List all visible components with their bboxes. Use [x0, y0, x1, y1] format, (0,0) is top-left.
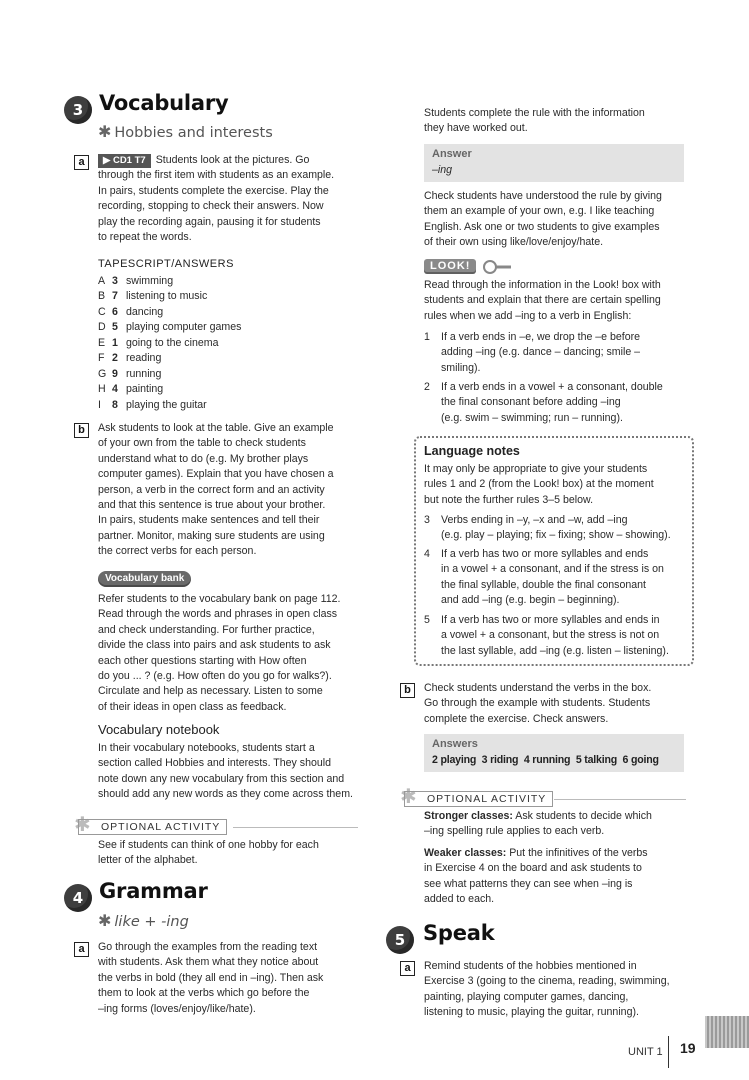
- asterisk-icon: ✱: [98, 122, 112, 141]
- vocabulary-bank-text: Refer students to the vocabulary bank on page 112. Read through the words and phrases in open class and check understanding. For further practice, divide the class into pairs and ask students to ask each other questions starting with How often do you ... ? (e.g. How often do you go for walks?). Circulate and help as necessary. Listen to some of their ideas in open class as feedback.: [98, 593, 341, 713]
- vocabulary-notebook-text: In their vocabulary notebooks, students start a section called Hobbies and interests. They should note down any new vocabulary from this section and should add any new words as they come across them.: [98, 742, 353, 801]
- exercise-4b-text: Check students understand the verbs in the box. Go through the example with students. Students complete the exercise. Check answers.: [424, 682, 652, 725]
- answers-box: Answers 2 playing 3 riding 4 running 5 talking 6 going: [424, 734, 684, 772]
- section-title: Speak: [423, 921, 495, 945]
- exercise-letter: a: [74, 942, 89, 957]
- look-box-label: LOOK!: [424, 259, 476, 274]
- answer-row: F 2 reading: [98, 352, 162, 364]
- answers-list: 2 playing 3 riding 4 running 5 talking 6 going: [432, 754, 659, 766]
- answer-row: A 3 swimming: [98, 275, 174, 287]
- section-number-badge: 5: [386, 926, 414, 954]
- exercise-letter: a: [400, 961, 415, 976]
- vocabulary-bank-label: Vocabulary bank: [98, 571, 191, 587]
- answer-row: C 6 dancing: [98, 306, 164, 318]
- exercise-letter: a: [74, 155, 89, 170]
- vocabulary-notebook-heading: Vocabulary notebook: [98, 722, 220, 737]
- weaker-classes-text: Weaker classes: Put the infinitives of the verbs in Exercise 4 on the board and ask students to see what patterns they can see when –ing is added to each.: [424, 847, 648, 906]
- asterisk-icon: ✱: [74, 814, 91, 836]
- stronger-classes-text: Stronger classes: Ask students to decide which –ing spelling rule applies to each verb.: [424, 810, 652, 838]
- rule-intro-text: Students complete the rule with the information they have worked out.: [424, 107, 645, 135]
- language-notes-title: Language notes: [424, 444, 520, 458]
- language-notes-intro: It may only be appropriate to give your students rules 1 and 2 (from the Look! box) at the moment but note the further rules 3–5 below.: [424, 463, 654, 506]
- check-understanding-text: Check students have understood the rule by giving them an example of your own, e.g. I like teaching English. Ask one or two students to give examples of their own using like/love/enjoy/hate.: [424, 190, 662, 249]
- answer-row: I 8 playing the guitar: [98, 399, 207, 411]
- unit-label: UNIT 1: [628, 1046, 663, 1058]
- answer-box: Answer –ing: [424, 144, 684, 182]
- section-number-badge: 3: [64, 96, 92, 124]
- tapescript-heading: TAPESCRIPT/ANSWERS: [98, 258, 234, 270]
- exercise-3b-text: Ask students to look at the table. Give an example of your own from the table to check students understand what to do (e.g. My brother plays computer games). Explain that you have chosen a person, a verb in the correct form and an activity and that this sentence is true about your brother. In pairs, students make sentences and tell their partner. Monitor, making sure students are using the correct verbs for each person.: [98, 422, 334, 558]
- exercise-letter: b: [400, 683, 415, 698]
- page-edge-tab: [705, 1016, 749, 1048]
- optional-activity-header: ✱ OPTIONAL ACTIVITY: [404, 791, 686, 806]
- footer-divider: [668, 1036, 669, 1068]
- optional-activity-header: ✱ OPTIONAL ACTIVITY: [78, 819, 358, 834]
- exercise-letter: b: [74, 423, 89, 438]
- exercise-4a-text: Go through the examples from the reading text with students. Ask them what they notice about the verbs in bold (they all end in –ing). Then ask them to look at the verbs which go before the –ing forms (loves/enjoy/like/hate).: [98, 941, 324, 1015]
- exercise-5a-text: Remind students of the hobbies mentioned in Exercise 3 (going to the cinema, reading, swimming, painting, playing computer games, dancing, listening to music, playing the guitar, running).: [424, 960, 670, 1019]
- section-subtitle: ✱ Hobbies and interests: [98, 122, 273, 141]
- answer-row: G 9 running: [98, 368, 162, 380]
- cd-track-label: ▶ CD1 T7: [98, 154, 151, 168]
- answer-row: H 4 painting: [98, 383, 164, 395]
- section-title: Vocabulary: [99, 91, 229, 115]
- section-subtitle: ✱ like + -ing: [98, 911, 189, 930]
- asterisk-icon: ✱: [400, 786, 417, 808]
- exercise-3a-text: ▶ CD1 T7 Students look at the pictures. Go through the first item with students as an example. In pairs, students complete the exercise. Play the recording, stopping to check their answers. Now play the recording again, pausing it for students to repeat the words.: [98, 154, 335, 244]
- answer-row: D 5 playing computer games: [98, 321, 242, 333]
- page-number: 19: [680, 1040, 696, 1056]
- section-number-badge: 4: [64, 884, 92, 912]
- optional-activity-text: See if students can think of one hobby for each letter of the alphabet.: [98, 839, 319, 867]
- section-title: Grammar: [99, 879, 208, 903]
- answer-row: B 7 listening to music: [98, 290, 208, 302]
- asterisk-icon: ✱: [98, 911, 112, 930]
- answer-row: E 1 going to the cinema: [98, 337, 219, 349]
- look-box-text: Read through the information in the Look! box with students and explain that there are certain spelling rules when we add –ing to a verb in English:: [424, 279, 661, 322]
